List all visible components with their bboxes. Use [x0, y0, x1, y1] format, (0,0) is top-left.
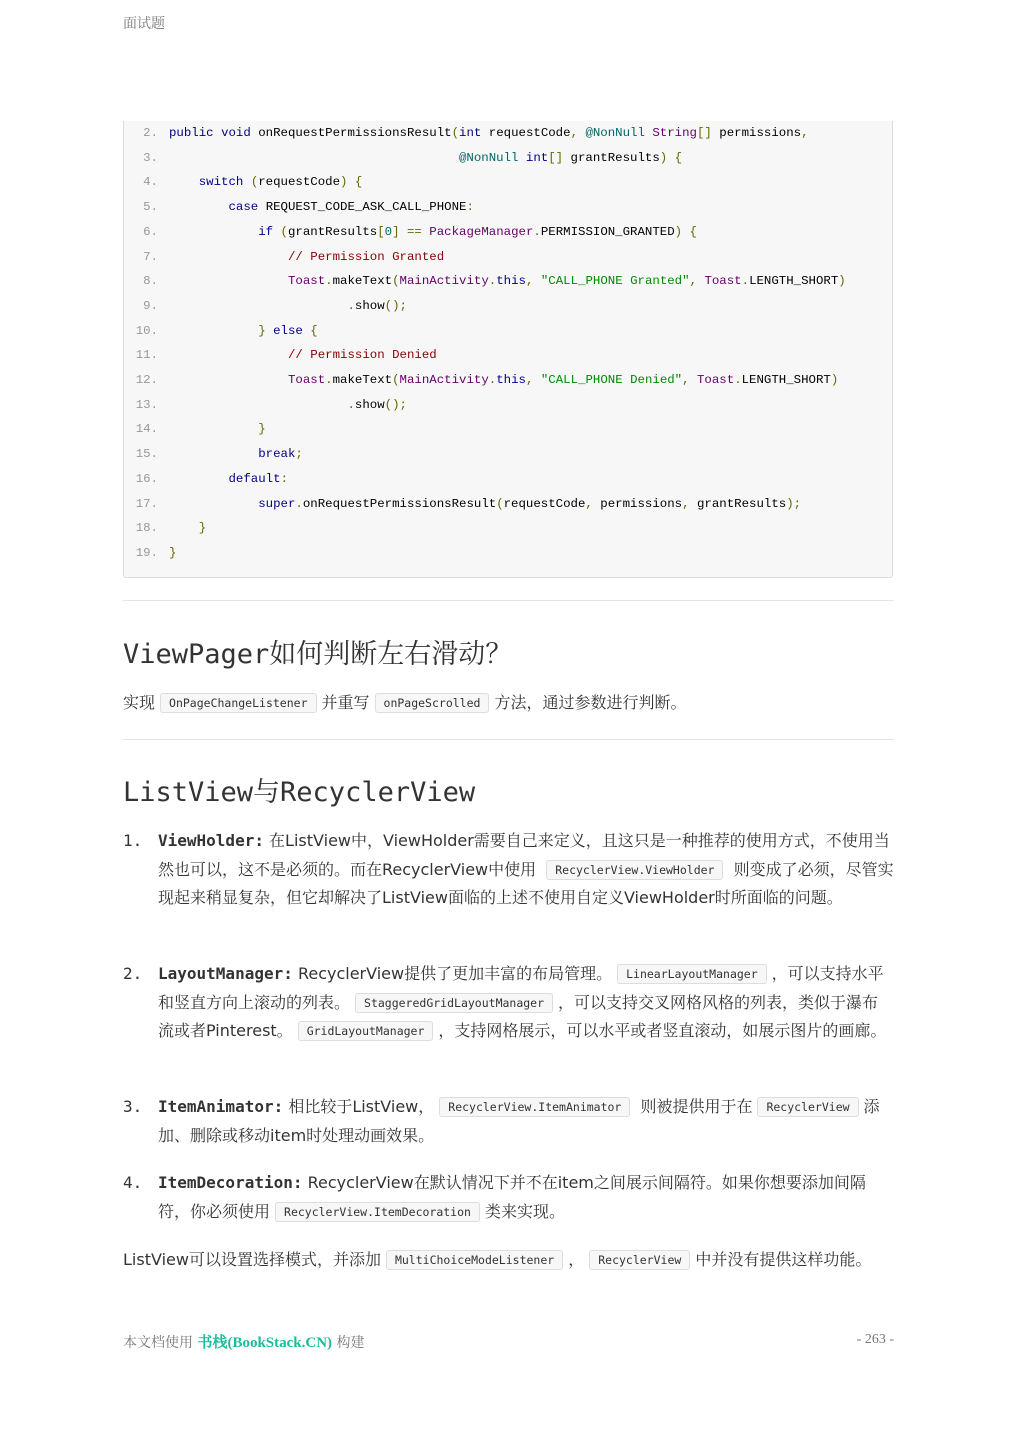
- code-token: case: [228, 200, 266, 215]
- code-token: [169, 472, 229, 486]
- answer-text: 并重写: [321, 693, 370, 712]
- code-token: .: [295, 496, 303, 511]
- item-label: ItemAnimator:: [158, 1097, 284, 1116]
- line-number: 16.: [135, 471, 158, 486]
- code-token: "CALL_PHONE Granted": [540, 274, 690, 289]
- code-token: MainActivity: [399, 274, 489, 289]
- line-number: 15.: [135, 447, 158, 462]
- code-token: grantResults: [287, 224, 378, 239]
- code-token: makeText: [332, 373, 393, 387]
- code-token: :: [466, 200, 474, 215]
- item-text: 类来实现。: [484, 1201, 565, 1221]
- code-token: .: [325, 373, 333, 387]
- code-token: MainActivity: [399, 373, 489, 387]
- code-token: // Permission Denied: [287, 348, 437, 363]
- code-token: [: [377, 224, 385, 239]
- code-token: ();: [384, 298, 407, 313]
- code-token: :: [280, 471, 288, 486]
- code-token: .: [488, 373, 497, 387]
- code-token: show: [354, 397, 385, 412]
- line-number: 11.: [135, 348, 158, 363]
- code-token: break: [258, 447, 296, 462]
- code-token: ,: [525, 373, 541, 387]
- code-token: [169, 299, 347, 313]
- code-line: [124, 444, 303, 464]
- code-token: grantResults: [696, 496, 787, 511]
- footer-suffix: 构建: [332, 1335, 365, 1351]
- code-token: String: [652, 126, 697, 140]
- code-token: public: [169, 126, 222, 140]
- code-token: ;: [295, 447, 303, 462]
- viewpager-answer: [123, 689, 894, 718]
- code-token: [169, 497, 258, 511]
- inline-code: StaggeredGridLayoutManager: [355, 993, 553, 1013]
- list-item-itemdecoration: [123, 1169, 894, 1226]
- inline-code: RecyclerView: [757, 1097, 858, 1117]
- code-token: Toast: [287, 373, 326, 387]
- code-token: .: [533, 224, 541, 239]
- code-token: grantResults: [570, 150, 660, 165]
- line-number: 10.: [135, 323, 158, 338]
- item-label: ViewHolder:: [158, 831, 264, 850]
- inline-code: MultiChoiceModeListener: [386, 1250, 563, 1270]
- code-line: [124, 543, 176, 563]
- code-line: [124, 222, 697, 242]
- code-token: @NonNull: [459, 150, 526, 165]
- code-token: [169, 324, 258, 338]
- code-token: (: [496, 496, 504, 511]
- code-token: []: [548, 150, 571, 165]
- item-text: 则被提供用于在: [635, 1097, 753, 1116]
- inline-code: RecyclerView.ItemDecoration: [275, 1202, 480, 1222]
- code-token: "CALL_PHONE Denied": [540, 373, 683, 387]
- code-line: [124, 494, 801, 514]
- code-line: [124, 123, 809, 143]
- list-item-viewholder: [123, 827, 894, 913]
- code-token: int: [459, 126, 489, 140]
- inline-code: OnPageChangeListener: [160, 693, 316, 713]
- closing-paragraph: [123, 1246, 894, 1275]
- code-token: [169, 250, 288, 264]
- closing-text: 中并没有提供这样功能。: [695, 1250, 872, 1269]
- item-text: ，支持网格展示，可以水平或者竖直滚动，如展示图片的画廊。: [438, 1021, 887, 1040]
- code-token: [169, 274, 288, 288]
- code-token: // Permission Granted: [287, 249, 445, 264]
- code-token: default: [228, 471, 281, 486]
- code-token: .: [325, 274, 333, 289]
- code-token: LENGTH_SHORT: [741, 373, 831, 387]
- code-token: }: [258, 422, 266, 437]
- item-text: 添加、删除或移动item时处理动画效果。: [158, 1097, 880, 1145]
- code-token: ) {: [340, 175, 363, 190]
- code-token: ();: [384, 397, 407, 412]
- code-token: );: [786, 496, 802, 511]
- code-token: ,: [689, 274, 705, 289]
- code-line: [124, 370, 838, 390]
- line-number: 6.: [143, 224, 158, 239]
- code-token: makeText: [332, 274, 393, 289]
- code-token: [169, 447, 258, 461]
- code-token: else: [273, 323, 311, 338]
- code-token: ) {: [674, 224, 697, 239]
- inline-code: RecyclerView: [589, 1250, 690, 1270]
- line-number: 2.: [143, 126, 158, 140]
- answer-text: 实现: [123, 693, 156, 712]
- code-token: permissions: [719, 126, 802, 140]
- code-token: }: [258, 323, 274, 338]
- item-text: ，可以支持水平和竖直方向上滚动的列表。: [158, 964, 884, 1012]
- code-token: ] ==: [392, 224, 430, 239]
- code-token: (: [392, 274, 400, 289]
- code-token: []: [696, 126, 720, 140]
- line-number: 5.: [143, 200, 158, 215]
- code-line: [124, 395, 407, 415]
- code-line: [124, 345, 437, 365]
- code-token: ,: [801, 126, 809, 140]
- section-title-listview: ListView与RecyclerView: [123, 777, 476, 808]
- code-token: Toast: [704, 274, 742, 289]
- list-item-itemanimator: [123, 1093, 894, 1150]
- closing-text: ，: [568, 1250, 585, 1269]
- closing-text: ListView可以设置选择模式，并添加: [123, 1250, 381, 1269]
- code-token: requestCode: [258, 175, 341, 190]
- code-token: [169, 348, 288, 362]
- code-line: [124, 271, 846, 291]
- line-number: 19.: [135, 545, 158, 560]
- code-token: [169, 200, 229, 214]
- item-label: ItemDecoration:: [158, 1173, 303, 1192]
- code-token: this: [496, 274, 526, 289]
- code-token: [169, 422, 258, 436]
- code-token: int: [525, 150, 549, 165]
- item-label: LayoutManager:: [158, 964, 293, 983]
- item-text: 则变成了必须，尽管实现起来稍显复杂，但它却解决了ListView面临的上述不使用自定义ViewHolder时所面临的问题。: [158, 859, 894, 907]
- code-token: [169, 151, 459, 165]
- code-token: onRequestPermissionsResult: [258, 126, 452, 140]
- footer-brand-link[interactable]: 书栈(BookStack.CN): [197, 1335, 333, 1351]
- list-number: 3.: [123, 1097, 143, 1116]
- code-line: [124, 296, 407, 316]
- code-token: [169, 398, 347, 412]
- code-token: 0: [384, 224, 393, 239]
- code-line: [124, 469, 288, 489]
- code-token: [169, 373, 288, 387]
- code-token: onRequestPermissionsResult: [302, 496, 497, 511]
- code-token: (: [392, 373, 400, 387]
- code-token: switch: [198, 175, 251, 190]
- list-number: 1.: [123, 831, 143, 850]
- inline-code: LinearLayoutManager: [617, 964, 767, 984]
- page-number: - 263 -: [856, 1332, 894, 1347]
- footer-credit: [123, 1331, 365, 1352]
- code-token: [169, 521, 199, 535]
- code-token: .: [488, 274, 497, 289]
- line-number: 3.: [143, 150, 158, 165]
- code-token: Toast: [287, 274, 326, 289]
- code-token: @NonNull: [585, 126, 653, 140]
- page-header: 面试题: [123, 16, 165, 32]
- code-token: this: [496, 373, 526, 387]
- code-token: if: [258, 224, 281, 239]
- code-token: ,: [682, 373, 697, 387]
- code-token: requestCode: [503, 496, 586, 511]
- code-token: .: [347, 397, 355, 412]
- code-token: [169, 225, 258, 239]
- item-text: RecyclerView提供了更加丰富的布局管理。: [292, 964, 613, 983]
- code-token: .: [347, 298, 355, 313]
- line-number: 9.: [143, 298, 158, 313]
- list-number: 2.: [123, 964, 143, 983]
- line-number: 7.: [143, 249, 158, 264]
- code-token: ) {: [659, 150, 683, 165]
- code-token: ,: [570, 126, 586, 140]
- code-line: [124, 321, 318, 341]
- code-token: permissions: [600, 496, 683, 511]
- item-text: ，可以支持交叉网格风格的列表，类似于瀑布流或者Pinterest。: [158, 992, 879, 1040]
- code-token: ): [838, 274, 846, 289]
- code-token: {: [310, 323, 318, 338]
- answer-text: 方法，通过参数进行判断。: [494, 693, 687, 712]
- code-token: REQUEST_CODE_ASK_CALL_PHONE: [265, 200, 467, 215]
- code-token: PackageManager: [429, 224, 534, 239]
- inline-code: onPageScrolled: [375, 693, 490, 713]
- code-line: [124, 197, 474, 217]
- code-token: PERMISSION_GRANTED: [540, 224, 675, 239]
- code-token: (: [280, 224, 288, 239]
- line-number: 13.: [135, 397, 158, 412]
- code-token: }: [198, 521, 207, 536]
- item-text: 相比较于ListView，: [283, 1097, 435, 1116]
- code-token: ): [830, 373, 839, 387]
- list-item-layoutmanager: [123, 960, 894, 1046]
- item-text: RecyclerView在默认情况下并不在item之间展示间隔符。如果你想要添加间隔符，你必须使用: [158, 1173, 866, 1221]
- code-token: ,: [682, 496, 697, 511]
- section-title-viewpager: ViewPager如何判断左右滑动？: [123, 639, 513, 670]
- code-token: ,: [525, 274, 541, 289]
- code-token: .: [734, 373, 742, 387]
- line-number: 4.: [143, 175, 158, 190]
- code-token: super: [258, 496, 296, 511]
- code-token: LENGTH_SHORT: [749, 274, 839, 289]
- inline-code: RecyclerView.ItemAnimator: [439, 1097, 630, 1117]
- code-line: [124, 148, 682, 168]
- list-number: 4.: [123, 1173, 143, 1192]
- divider: [123, 600, 894, 601]
- code-token: (: [451, 126, 460, 140]
- line-number: 8.: [143, 274, 158, 289]
- code-line: [124, 419, 266, 439]
- footer-prefix: 本文档使用: [123, 1335, 198, 1351]
- line-number: 17.: [135, 496, 158, 511]
- line-number: 18.: [135, 521, 158, 536]
- divider: [123, 739, 894, 740]
- code-token: requestCode: [488, 126, 571, 140]
- code-token: Toast: [697, 373, 735, 387]
- code-token: void: [221, 126, 259, 140]
- inline-code: RecyclerView.ViewHolder: [546, 860, 723, 880]
- code-token: ,: [585, 496, 601, 511]
- code-block: [123, 121, 893, 578]
- code-token: [169, 175, 199, 189]
- code-line: [124, 518, 206, 538]
- code-token: (: [250, 175, 259, 190]
- line-number: 12.: [135, 373, 158, 387]
- code-line: [124, 247, 444, 267]
- line-number: 14.: [135, 422, 158, 437]
- code-token: .: [741, 274, 750, 289]
- code-token: show: [354, 298, 385, 313]
- inline-code: GridLayoutManager: [298, 1021, 434, 1041]
- code-line: [124, 172, 362, 192]
- item-text: 在ListView中，ViewHolder需要自己来定义，且这只是一种推荐的使用方式，不使用当然也可以，这不是必须的。而在RecyclerView中使用: [158, 831, 890, 879]
- code-token: }: [169, 545, 177, 560]
